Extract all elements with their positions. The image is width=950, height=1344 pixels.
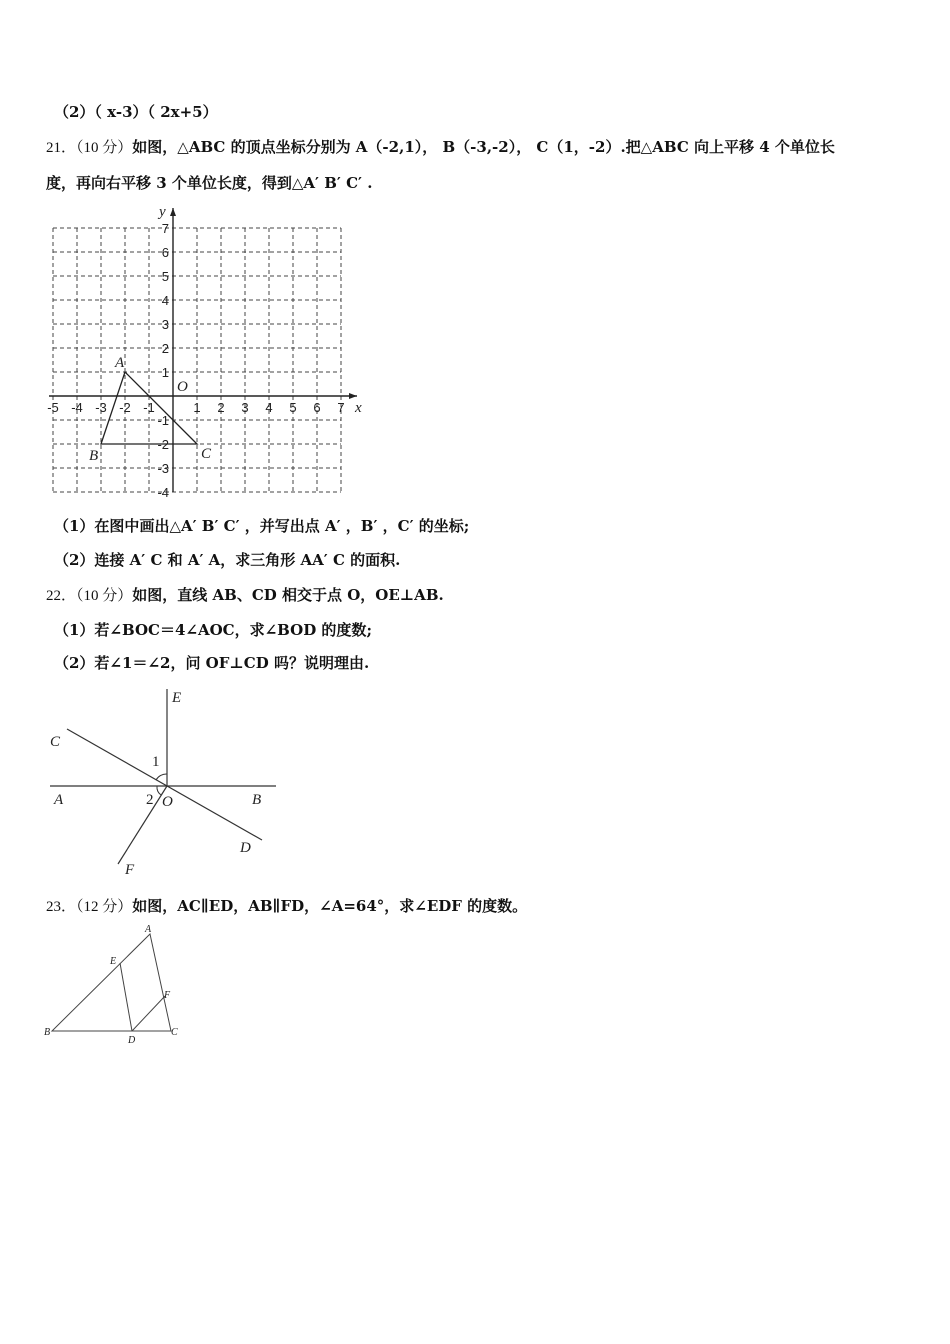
y-tick-label: -2 (157, 437, 169, 452)
q21-stem-line1 (46, 137, 835, 158)
y-axis-arrow (170, 208, 176, 216)
q23-number: 23． (46, 899, 77, 915)
y-tick-label: 3 (161, 317, 169, 332)
q21-stem-line2: 度，再向右平移 3 个单位长度，得到△A′ B′ C′ . (46, 174, 373, 192)
q23-text: 如图，AC∥ED，AB∥FD，∠A=64°，求∠EDF 的度数。 (132, 897, 528, 915)
x-tick-label: -4 (71, 400, 83, 415)
label-e: E (110, 956, 117, 967)
label-angle-2: 2 (146, 792, 154, 808)
x-tick-label: 5 (289, 400, 297, 415)
q20-item-2: （2）（ x-3）（ 2x+5） (54, 103, 218, 121)
q22-stem (46, 585, 444, 606)
y-tick-label: 7 (161, 221, 169, 236)
q22-intersecting-lines-figure (40, 682, 290, 882)
label-c: C (50, 734, 61, 750)
x-axis-arrow (349, 393, 357, 399)
x-tick-label: 6 (313, 400, 321, 415)
x-tick-label: -5 (47, 400, 59, 415)
point-label-a: A (115, 355, 125, 371)
label-b: B (44, 1027, 51, 1038)
x-tick-label: 7 (337, 400, 345, 415)
angle-1-arc (156, 774, 167, 780)
q22-sub2: （2）若∠1＝∠2，问 OF⊥CD 吗？说明理由. (54, 654, 370, 672)
y-tick-label: -3 (157, 461, 169, 476)
label-d: D (128, 1035, 136, 1046)
q23-score: （12 分） (76, 899, 133, 915)
label-a: A (145, 924, 152, 935)
q21-score: （10 分） (76, 140, 133, 156)
q21-number: 21． (46, 140, 77, 156)
origin-label: O (177, 379, 188, 395)
y-tick-label: 6 (161, 245, 169, 260)
q21-text1: 如图，△ABC 的顶点坐标分别为 A（-2,1）， B（-3,-2）， C（1，-2）.把△ABC 向上平移 4 个单位长 (132, 138, 835, 156)
label-f: F (164, 990, 171, 1001)
y-tick-label: 4 (161, 293, 169, 308)
ray-of (118, 786, 167, 864)
x-tick-label: 1 (193, 400, 201, 415)
x-tick-label: 4 (265, 400, 273, 415)
q22-score: （10 分） (76, 588, 133, 604)
label-o: O (162, 794, 173, 810)
q22-text: 如图，直线 AB、CD 相交于点 O，OE⊥AB. (132, 586, 444, 604)
label-c: C (171, 1027, 178, 1038)
q21-coordinate-grid (40, 200, 380, 500)
label-f: F (125, 862, 135, 878)
q23-stem (46, 896, 527, 917)
point-label-c: C (201, 446, 212, 462)
y-tick-label: -1 (157, 413, 169, 428)
line-cd (67, 729, 262, 840)
y-tick-label: -4 (157, 485, 169, 500)
x-tick-label: 3 (241, 400, 249, 415)
point-label-b: B (89, 448, 99, 464)
y-tick-label: 2 (161, 341, 169, 356)
angle-2-arc (157, 786, 161, 795)
label-a: A (54, 792, 64, 808)
triangle-abc (52, 934, 171, 1031)
label-b: B (252, 792, 262, 808)
q22-number: 22． (46, 588, 77, 604)
segment-ed (120, 963, 132, 1031)
y-tick-label: 1 (161, 365, 169, 380)
y-axis-label: y (159, 204, 166, 220)
x-tick-label: -1 (143, 400, 155, 415)
q22-sub1: （1）若∠BOC＝4∠AOC，求∠BOD 的度数; (54, 621, 372, 639)
q21-sub2: （2）连接 A′ C 和 A′ A，求三角形 AA′ C 的面积. (54, 551, 401, 569)
label-angle-1: 1 (152, 754, 160, 770)
x-tick-label: -3 (95, 400, 107, 415)
x-tick-label: 2 (217, 400, 225, 415)
label-d: D (240, 840, 251, 856)
label-e: E (172, 690, 182, 706)
x-axis-label: x (355, 400, 362, 416)
x-tick-label: -2 (119, 400, 131, 415)
q21-sub1: （1）在图中画出△A′ B′ C′ ，并写出点 A′ ，B′ ，C′ 的坐标; (54, 517, 470, 535)
segment-fd (132, 996, 165, 1031)
q23-triangle-figure (40, 922, 200, 1047)
y-tick-label: 5 (161, 269, 169, 284)
